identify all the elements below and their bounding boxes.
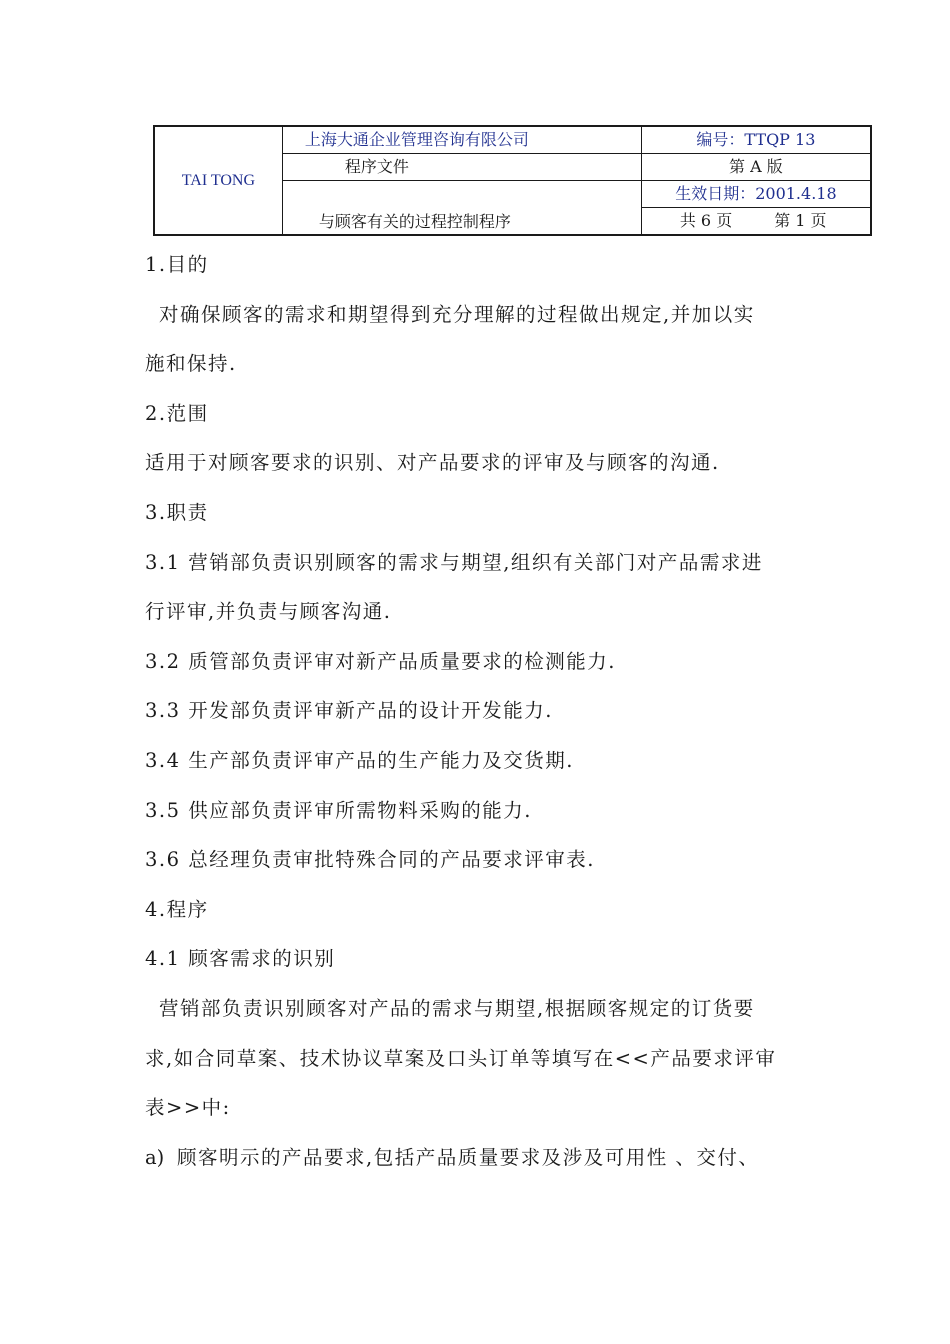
total-pages: 共 6 页 [679,211,733,230]
section-heading: 4.程序 [145,897,209,921]
list-item-text: 顾客明示的产品要求,包括产品质量要求及涉及可用性 、交付、 [177,1145,760,1169]
paragraph-line: 施和保持. [145,352,237,376]
section-heading: 1.目的 [145,253,209,276]
page-number: 第 1 页 [774,211,827,230]
paragraph-line: 3.4 生产部负责评审产品的生产能力及交货期. [145,748,574,772]
company-logo-text: TAI TONG [154,126,282,235]
paragraph-line: 3.5 供应部负责评审所需物料采购的能力. [145,798,532,822]
effective-date: 生效日期：2001.4.18 [641,181,871,208]
document-number: 编号：TTQP 13 [641,126,871,154]
document-title: 与顾客有关的过程控制程序 [282,181,641,236]
list-marker: a) [145,1145,165,1169]
paragraph-line: 行评审,并负责与顾客沟通. [145,600,392,624]
subsection-heading: 4.1 顾客需求的识别 [145,947,336,971]
section-heading: 2.范围 [145,401,209,425]
paragraph-line: 3.3 开发部负责评审新产品的设计开发能力. [145,699,553,723]
document-type: 程序文件 [282,154,641,181]
section-heading: 3.职责 [145,500,209,524]
company-name: 上海大通企业管理咨询有限公司 [282,126,641,154]
page-info [641,208,871,236]
paragraph-line: 适用于对顾客要求的识别、对产品要求的评审及与顾客的沟通. [145,451,720,475]
document-header-table [153,125,872,236]
list-item [145,1133,825,1183]
document-version: 第 A 版 [641,154,871,181]
paragraph-line: 求,如合同草案、技术协议草案及口头订单等填写在<<产品要求评审 [145,1046,777,1070]
paragraph-line: 3.2 质管部负责评审对新产品质量要求的检测能力. [145,649,616,673]
paragraph-line: 表>>中: [145,1096,231,1120]
document-body [145,240,825,1182]
paragraph-line: 营销部负责识别顾客对产品的需求与期望,根据顾客规定的订货要 [159,996,755,1020]
paragraph-line: 3.6 总经理负责审批特殊合同的产品要求评审表. [145,848,595,872]
paragraph-line: 对确保顾客的需求和期望得到充分理解的过程做出规定,并加以实 [159,302,755,326]
paragraph-line: 3.1 营销部负责识别顾客的需求与期望,组织有关部门对产品需求进 [145,550,763,574]
